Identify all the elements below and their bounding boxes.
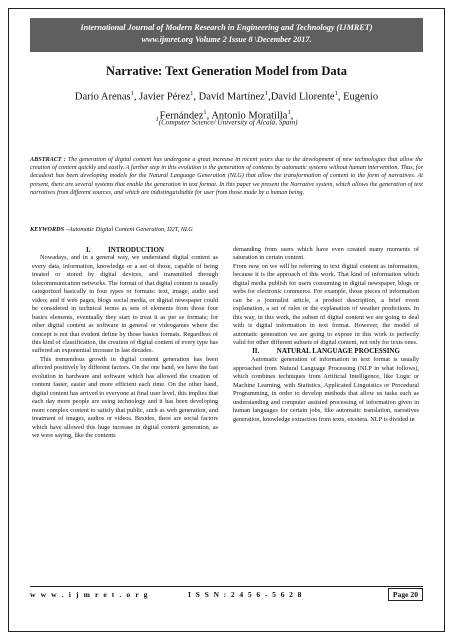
abstract <box>30 156 423 197</box>
affiliation <box>0 116 453 126</box>
right-column <box>233 246 419 424</box>
author-affiliation-marker: 1 <box>264 90 269 97</box>
author-name: Darío Arenas <box>74 91 131 103</box>
author-separator: , <box>133 91 140 103</box>
footer-divider <box>30 586 423 587</box>
author-affiliation-marker: 1 <box>130 90 134 97</box>
affiliation-text: (Computer Science/ University of Alcalá, Spain) <box>158 118 298 127</box>
author-affiliation-marker: 1 <box>334 90 338 97</box>
author-separator: , <box>337 91 344 103</box>
author-name: Javier Pérez <box>139 91 191 103</box>
intro-paragraph-2: This tremendous growth in digital content generation has been affected positively by different factors. On the one hand, we have the fast evolution in hardware and software which has allowed the creation of content faster, easier and more efficient each time. On the other hand, digital content has arrived to everyone at final user level, this implies that each day more people are using technology and it has been developing more complex content to satisfy that public, such as web generation, and treatment of images, audios or videos. Besides, there are social factors which have allowed this huge increase in digital content generation, as we were saying, like the contents <box>32 355 218 439</box>
author-name: David Martínez <box>198 91 265 103</box>
author-separator: , <box>290 110 294 121</box>
paper-title: Narrative: Text Generation Model from Data <box>105 64 348 78</box>
keywords <box>30 226 423 233</box>
author-name: Antonio Moratilla <box>211 110 288 121</box>
footer-issn: I S S N : 2 4 5 6 - 5 6 2 8 <box>188 590 303 599</box>
author-name: Eugenio Fernández <box>159 91 379 121</box>
section-heading-nlp: II. NATURAL LANGUAGE PROCESSING <box>252 347 400 356</box>
footer-url: w w w . i j m r e t . o r g <box>30 590 150 599</box>
author-name: Llorente <box>299 91 335 103</box>
journal-header-banner <box>30 18 423 52</box>
journal-issue: www.ijmret.org Volume 2 Issue 8 \December 2017. <box>141 35 312 44</box>
author-separator: , <box>193 91 199 103</box>
intro-continuation-2: From now on we will be referring to text digital content as information, because it is the approach of this work. That kind of information which digital media publish for users consuming in digital newspaper, blogs or webs for electronic commerce. For example, those pieces of information can be a journalist article, a product description, a brief event explanation, a set of rules or the explanation of weather predictions. In this way, in this work, the subset of digital content we are going to deal with is digital information in text format. However, the model of automatic generation we are going to expose in this work is perfectly valid for other different subsets of digital content, not only for texts ones. <box>233 262 419 346</box>
intro-paragraph-1: Nowadays, and in a general way, we understand digital content as every data, information, knowledge or a set of those, capable of being treated or stored by digital devices, and transmitted through telecommunication networks. The format of that digital content is usually categorized basically in four types or formats: text, image, audio and video; and if web pages, blogs social media, or digital newspaper could be considered in technical terms as sets of elements from those four basics elements, eventually they start to treat it as per se formats; for other digital content as software in general or videogames where the concept is not that evident define by those basics formats. Regardless of this kind of classification, the creation of digital content of every type has suffered an exponential increase in last decades. <box>32 254 218 355</box>
affiliation-marker: 1 <box>155 116 159 123</box>
left-column <box>32 246 218 440</box>
author-separator: , <box>206 110 212 121</box>
abstract-label: ABSTRACT : <box>30 156 66 163</box>
keywords-label: KEYWORDS <box>30 226 65 233</box>
page-footer <box>30 590 423 604</box>
author-separator: ,David <box>268 91 299 103</box>
page-number: Page 20 <box>388 588 423 601</box>
keywords-text: –Automatic Digital Content Generation, D2T, NLG <box>64 226 193 233</box>
nlp-paragraph: Automatic generation of information in text format is usually approached from Natural Language Processing (NLP in what follows), which combines techniques from Artificial Intelligence, like Logic or Machine Learning, with Statistics, Applicated Linguistics or Procedural Programming, in order to develop methods that allow us tasks such as understanding and computer assisted processing of information given in human languages for certain jobs, like automatic translation, narratives generation, knowledge extraction from texts, etcetera. NLP is divided in <box>233 356 419 423</box>
intro-continuation-1: demanding from users which have even created many moments of saturation in certain content. <box>233 246 419 262</box>
journal-name: International Journal of Modern Research in Engineering and Technology (IJMRET) <box>80 23 373 32</box>
author-affiliation-marker: 1 <box>287 108 291 116</box>
author-affiliation-marker: 1 <box>203 108 207 116</box>
author-affiliation-marker: 1 <box>190 90 194 97</box>
section-heading-introduction: I. INTRODUCTION <box>86 246 164 254</box>
abstract-text: The generation of digital content has undergone a great increase in recent years due to the development of new technologies that allow the creation of content quickly and easily. A further step in this evolution is the generation of contents by automatic systems without human intervention. Thus, for decadesit has been developing models for the Natural Language Generation (NLG) that allow the transformation of content to the form of narratives. At present, there are several systems that enable the generation in text format. In this paper we present the Narrative system, which allows the generation of text narratives from different sources, and which are indistinguishable for user from those made by a human being. <box>30 156 423 196</box>
